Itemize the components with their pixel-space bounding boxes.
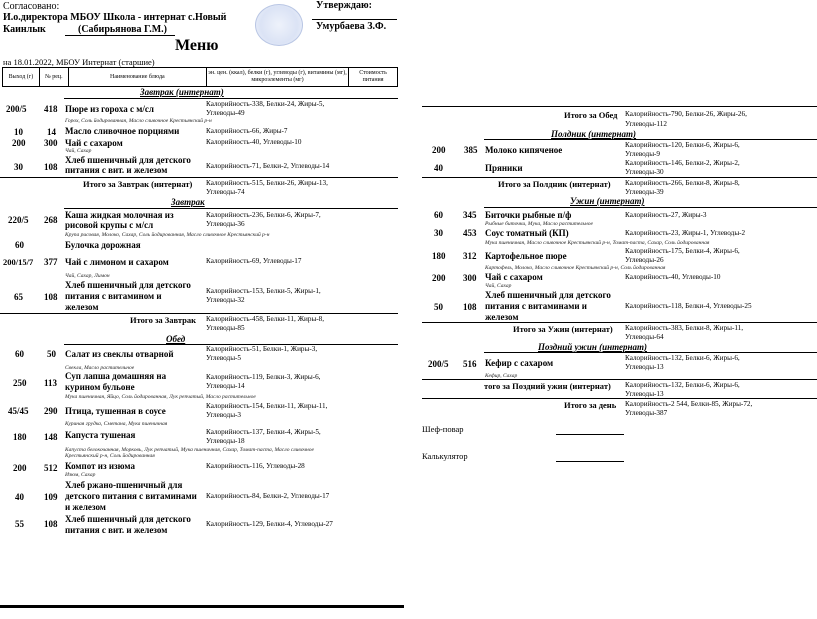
nutrition: Калорийность-116, Углеводы-28 [206, 462, 305, 470]
total-label: Итого за Обед [564, 110, 618, 120]
total-label: Итого за Полдник (интернат) [498, 179, 611, 189]
nutrition: Углеводы-14 [206, 382, 245, 390]
nutrition: Калорийность-120, Белки-6, Жиры-6, [625, 141, 740, 149]
calculator-label: Калькулятор [422, 451, 468, 461]
cell-out: 30 [14, 162, 23, 172]
dish-name: Хлеб пшеничный для детского [65, 155, 191, 165]
total-value: Калорийность-266, Белки-8, Жиры-8, [625, 179, 740, 187]
menu-table-header [2, 67, 398, 87]
nutrition: Углеводы-36 [206, 220, 245, 228]
nutrition: Углеводы-18 [206, 437, 245, 445]
composition: Чай, Сахар, Лимон [65, 273, 110, 279]
col-name: Наименование блюда [68, 68, 206, 87]
cell-out: 200/15/7 [3, 257, 34, 267]
nutrition: Углеводы-9 [625, 150, 661, 158]
total-label: Итого за Завтрак [130, 315, 197, 325]
nutrition: Калорийность-129, Белки-4, Углеводы-27 [206, 520, 333, 528]
cell-rec: 300 [463, 273, 477, 283]
composition: Горох, Соль йодированная, Масло сливочное Крестьянский р-н [65, 118, 212, 124]
nutrition: Калорийность-71, Белки-2, Углеводы-14 [206, 162, 330, 170]
dish-name: Пюре из гороха с м/сл [65, 104, 154, 114]
cell-out: 220/5 [8, 215, 29, 225]
nutrition: Углеводы-3 [206, 411, 242, 419]
cell-out: 45/45 [8, 406, 29, 416]
dish-name: Салат из свеклы отварной [65, 349, 174, 359]
cell-rec: 268 [44, 215, 58, 225]
nutrition: Калорийность-69, Углеводы-17 [206, 257, 302, 265]
total-label: Итого за Ужин (интернат) [513, 324, 613, 334]
section-breakfast: Завтрак [171, 197, 205, 207]
composition: Крестьянский р-н, Соль йодированная [65, 453, 155, 459]
nutrition: Углеводы-30 [625, 168, 664, 176]
nutrition: Углеводы-49 [206, 109, 245, 117]
cell-out: 10 [14, 127, 23, 137]
cell-out: 250 [13, 378, 27, 388]
nutrition: Калорийность-40, Углеводы-10 [206, 138, 302, 146]
date-line: на 18.01.2022, МБОУ Интернат (старшие) [3, 57, 155, 67]
total-value: Углеводы-74 [206, 188, 245, 196]
cell-rec: 516 [463, 359, 477, 369]
cell-rec: 113 [44, 378, 58, 388]
dish-name: Кефир с сахаром [485, 358, 554, 368]
cell-rec: 14 [47, 127, 56, 137]
nutrition: Калорийность-66, Жиры-7 [206, 127, 288, 135]
cell-out: 40 [15, 492, 24, 502]
composition: Картофель, Молоко, Масло сливочное Крестьянский р-н, Соль йодированная [485, 265, 666, 271]
cell-rec: 108 [44, 292, 58, 302]
nutrition: Калорийность-132, Белки-6, Жиры-6, [625, 354, 740, 362]
cell-rec: 108 [463, 302, 477, 312]
approve-name: Умурбаева З.Ф. [316, 21, 387, 32]
cell-rec: 300 [44, 138, 58, 148]
cell-rec: 418 [44, 104, 58, 114]
cell-rec: 148 [44, 432, 58, 442]
chef-label: Шеф-повар [422, 424, 464, 434]
composition: Чай, Сахар [65, 148, 92, 154]
section-late-dinner-int: Поздний ужин (интернат) [538, 342, 647, 352]
cell-out: 200 [432, 273, 446, 283]
dish-name: Чай с лимоном и сахаром [65, 257, 169, 267]
nutrition: Калорийность-23, Жиры-1, Углеводы-2 [625, 229, 746, 237]
nutrition: Калорийность-27, Жиры-3 [625, 211, 707, 219]
agreed-line1: И.о.директора МБОУ Школа - интернат с.Новый [3, 12, 227, 23]
cell-out: 200 [12, 138, 26, 148]
cell-out: 180 [432, 251, 446, 261]
col-nut: эн. цен. (ккал), белки (г), углеводы (г), витамины (мг), микроэлементы (мг) [206, 68, 348, 87]
total-value: Калорийность-383, Белки-8, Жиры-11, [625, 324, 744, 332]
dish-name: питания с витаминами и [485, 301, 587, 311]
cell-rec: 290 [44, 406, 58, 416]
dish-name: Чай с сахаром [485, 272, 543, 282]
dish-name: Соус томатный (КП) [485, 228, 569, 238]
total-value: Калорийность-790, Белки-26, Жиры-26, [625, 110, 747, 118]
dish-name: Капуста тушеная [65, 430, 136, 440]
composition: Чай, Сахар [485, 283, 512, 289]
nutrition: Калорийность-119, Белки-3, Жиры-6, [206, 373, 321, 381]
cell-out: 50 [434, 302, 443, 312]
cell-rec: 109 [44, 492, 58, 502]
total-value: Калорийность-458, Белки-11, Жиры-8, [206, 315, 325, 323]
dish-name: детского питания с витаминами [65, 491, 197, 501]
nutrition: Калорийность-146, Белки-2, Жиры-2, [625, 159, 740, 167]
cell-rec: 108 [44, 162, 58, 172]
cell-rec: 377 [44, 257, 58, 267]
agreed-name: (Сабирьянова Г.М.) [78, 24, 167, 35]
composition: Изюм, Сахар [65, 472, 96, 478]
dish-name: железом [65, 302, 99, 312]
cell-out: 200/5 [428, 359, 449, 369]
dish-name: рисовой крупы с м/сл [65, 220, 154, 230]
nutrition: Калорийность-137, Белки-4, Жиры-5, [206, 428, 321, 436]
page-title: Меню [175, 37, 219, 54]
nutrition: Калорийность-154, Белки-11, Жиры-11, [206, 402, 328, 410]
stamp-seal [255, 4, 303, 46]
nutrition: Калорийность-40, Углеводы-10 [625, 273, 721, 281]
dish-name: Пряники [485, 163, 523, 173]
nutrition: Калорийность-51, Белки-1, Жиры-3, [206, 345, 318, 353]
cell-rec: 345 [463, 210, 477, 220]
section-breakfast-int: Завтрак (интернат) [140, 87, 224, 97]
total-label: Итого за Завтрак (интернат) [83, 179, 193, 189]
dish-name: Суп лапша домашняя на [65, 371, 167, 381]
cell-out: 60 [15, 349, 24, 359]
dish-name: курином бульоне [65, 382, 135, 392]
day-total-value: Калорийность-2 544, Белки-85, Жиры-72, [625, 400, 753, 408]
cell-out: 60 [434, 210, 443, 220]
col-out: Выход (г) [3, 68, 40, 87]
cell-rec: 385 [464, 145, 478, 155]
nutrition: Калорийность-236, Белки-6, Жиры-7, [206, 211, 321, 219]
cell-out: 65 [14, 292, 23, 302]
dish-name: и железом [65, 502, 106, 512]
total-value: Калорийность-515, Белки-26, Жиры-13, [206, 179, 328, 187]
composition: Крупа рисовая, Молоко, Сахар, Соль йодированная, Масло сливочное Крестьянский р-н [65, 232, 270, 238]
dish-name: железом [485, 312, 519, 322]
composition: Капуста белокочанная, Морковь, Лук репчатый, Мука пшеничная, Сахар, Томат-паста, Масло сливочное [65, 447, 314, 453]
cell-out: 55 [15, 519, 24, 529]
nutrition: Калорийность-84, Белки-2, Углеводы-17 [206, 492, 330, 500]
cell-out: 200 [432, 145, 446, 155]
approve-label: Утверждаю: [316, 0, 372, 11]
dish-name: Хлеб пшеничный для детского [485, 290, 611, 300]
dish-name: Компот из изюма [65, 461, 135, 471]
section-dinner-int: Ужин (интернат) [570, 196, 645, 206]
cell-out: 180 [13, 432, 27, 442]
composition: Мука пшеничная, Яйцо, Соль йодированная, Лук репчатый, Масло растительное [65, 394, 256, 400]
page-break-line [0, 605, 404, 608]
nutrition: Калорийность-338, Белки-24, Жиры-5, [206, 100, 325, 108]
dish-name: Масло сливочное порциями [65, 126, 180, 136]
dish-name: Хлеб пшеничный для детского [65, 280, 191, 290]
dish-name: Молоко кипяченое [485, 145, 563, 155]
dish-name: Каша жидкая молочная из [65, 210, 174, 220]
cell-out: 200/5 [6, 104, 27, 114]
cell-rec: 108 [44, 519, 58, 529]
total-value: Углеводы-39 [625, 188, 664, 196]
cell-out: 40 [434, 163, 443, 173]
nutrition: Углеводы-32 [206, 296, 245, 304]
nutrition: Калорийность-175, Белки-4, Жиры-6, [625, 247, 740, 255]
total-label: того за Поздний ужин (интернат) [484, 381, 611, 391]
nutrition: Углеводы-5 [206, 354, 242, 362]
dish-name: питания с вит. и железом [65, 525, 168, 535]
cell-rec: 512 [44, 463, 58, 473]
nutrition: Углеводы-26 [625, 256, 664, 264]
total-value: Углеводы-85 [206, 324, 245, 332]
dish-name: Хлеб ржано-пшеничный для [65, 480, 183, 490]
cell-out: 60 [15, 240, 24, 250]
dish-name: Булочка дорожная [65, 240, 141, 250]
total-value: Углеводы-112 [625, 120, 667, 128]
section-lunch: Обед [166, 334, 186, 344]
cell-rec: 50 [47, 349, 56, 359]
cell-rec: 312 [463, 251, 477, 261]
total-value: Углеводы-13 [625, 390, 664, 398]
total-value: Углеводы-64 [625, 333, 664, 341]
day-total-value: Углеводы-387 [625, 409, 668, 417]
dish-name: питания с витамином и [65, 291, 162, 301]
composition: Рыбные биточки, Мука, Масло растительное [485, 221, 593, 227]
cell-out: 200 [13, 463, 27, 473]
col-price: Стоимость питания [349, 68, 398, 87]
cell-out: 30 [434, 228, 443, 238]
nutrition: Калорийность-153, Белки-5, Жиры-1, [206, 287, 321, 295]
dish-name: Хлеб пшеничный для детского [65, 514, 191, 524]
col-rec: № рец. [39, 68, 68, 87]
nutrition: Калорийность-118, Белки-4, Углеводы-25 [625, 302, 752, 310]
agreed-label: Согласовано: [3, 1, 60, 12]
composition: Куриная грудка, Сметана, Мука пшеничная [65, 421, 168, 427]
composition: Мука пшеничная, Масло сливочное Крестьянский р-н, Томат-паста, Сахар, Соль йодированная [485, 240, 710, 246]
cell-rec: 453 [463, 228, 477, 238]
total-value: Калорийность-132, Белки-6, Жиры-6, [625, 381, 740, 389]
day-total-label: Итого за день [564, 400, 617, 410]
composition: Кефир, Сахар [485, 373, 518, 379]
agreed-line2: Каинлык [3, 24, 46, 35]
dish-name: Биточки рыбные п/ф [485, 210, 572, 220]
dish-name: Птица, тушенная в соусе [65, 406, 166, 416]
composition: Свекла, Масло растительное [65, 365, 135, 371]
nutrition: Углеводы-13 [625, 363, 664, 371]
dish-name: Картофельное пюре [485, 251, 567, 261]
dish-name: питания с вит. и железом [65, 165, 168, 175]
dish-name: Чай с сахаром [65, 138, 123, 148]
section-snack-int: Полдник (интернат) [551, 129, 637, 139]
